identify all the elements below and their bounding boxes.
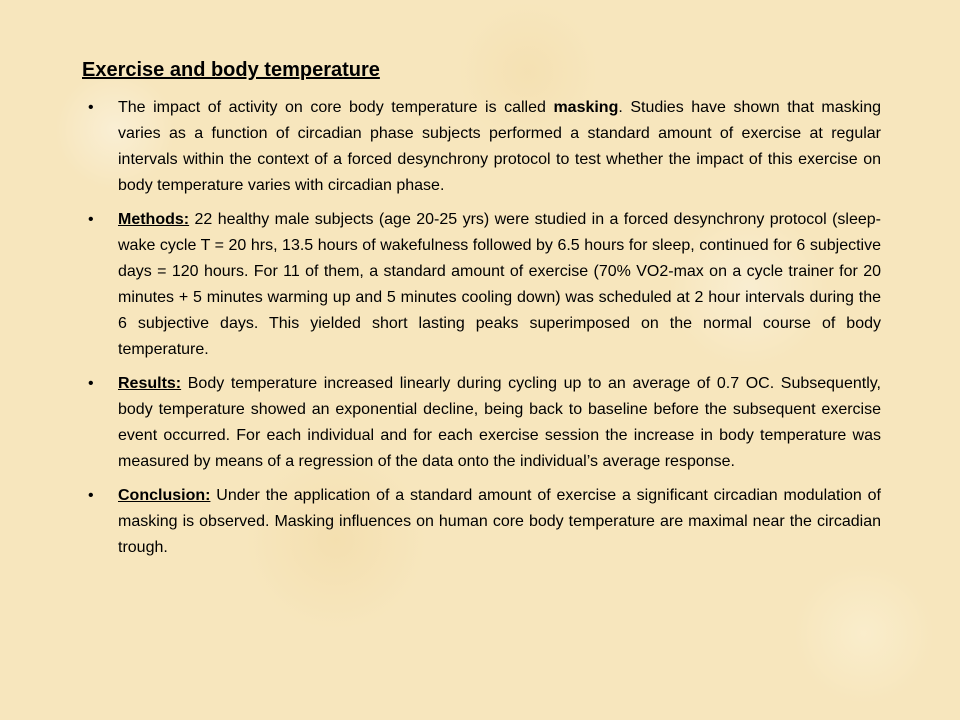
bullet-conclusion bbox=[88, 483, 881, 561]
methods-text: 22 healthy male subjects (age 20-25 yrs) were studied in a forced desynchrony protocol (sleep-wake cycle T = 20 hrs, 13.5 hours of wakefulness followed by 6.5 hours for sleep, continued for 6 subjective days = 120 hours. For 11 of them, a standard amount of exercise (70% VO2-max on a cycle trainer for 20 minutes + 5 minutes warming up and 5 minutes cooling down) was scheduled at 2 hour intervals during the 6 subjective days. This yielded short lasting peaks superimposed on the normal course of body temperature. bbox=[118, 211, 881, 358]
slide-title: Exercise and body temperature bbox=[82, 59, 380, 81]
conclusion-text: Under the application of a standard amount of exercise a significant circadian modulation of masking is observed. Masking influences on human core body temperature are maximal near the circadian trough. bbox=[118, 487, 881, 556]
bullet-list bbox=[88, 95, 881, 569]
methods-heading: Methods: bbox=[118, 211, 190, 228]
conclusion-heading: Conclusion: bbox=[118, 487, 211, 504]
results-heading: Results: bbox=[118, 375, 182, 392]
bullet-methods bbox=[88, 207, 881, 363]
results-text: Body temperature increased linearly during cycling up to an average of 0.7 OC. Subsequently, body temperature showed an exponential decline, being back to baseline before the subsequent exercise event occurred. For each individual and for each exercise session the increase in body temperature was measured by means of a regression of the data onto the individual’s average response. bbox=[118, 375, 881, 470]
intro-text-end: . Studies have shown that masking varies as a function of circadian phase subjects performed a standard amount of exercise at regular intervals within the context of a forced desynchrony protocol to test whether the impact of this exercise on body temperature varies with circadian phase. bbox=[118, 99, 882, 194]
bullet-intro bbox=[88, 95, 881, 199]
term-masking: masking bbox=[553, 99, 619, 116]
intro-text-start: The impact of activity on core body temperature is called bbox=[118, 99, 554, 116]
bullet-results bbox=[88, 371, 881, 475]
